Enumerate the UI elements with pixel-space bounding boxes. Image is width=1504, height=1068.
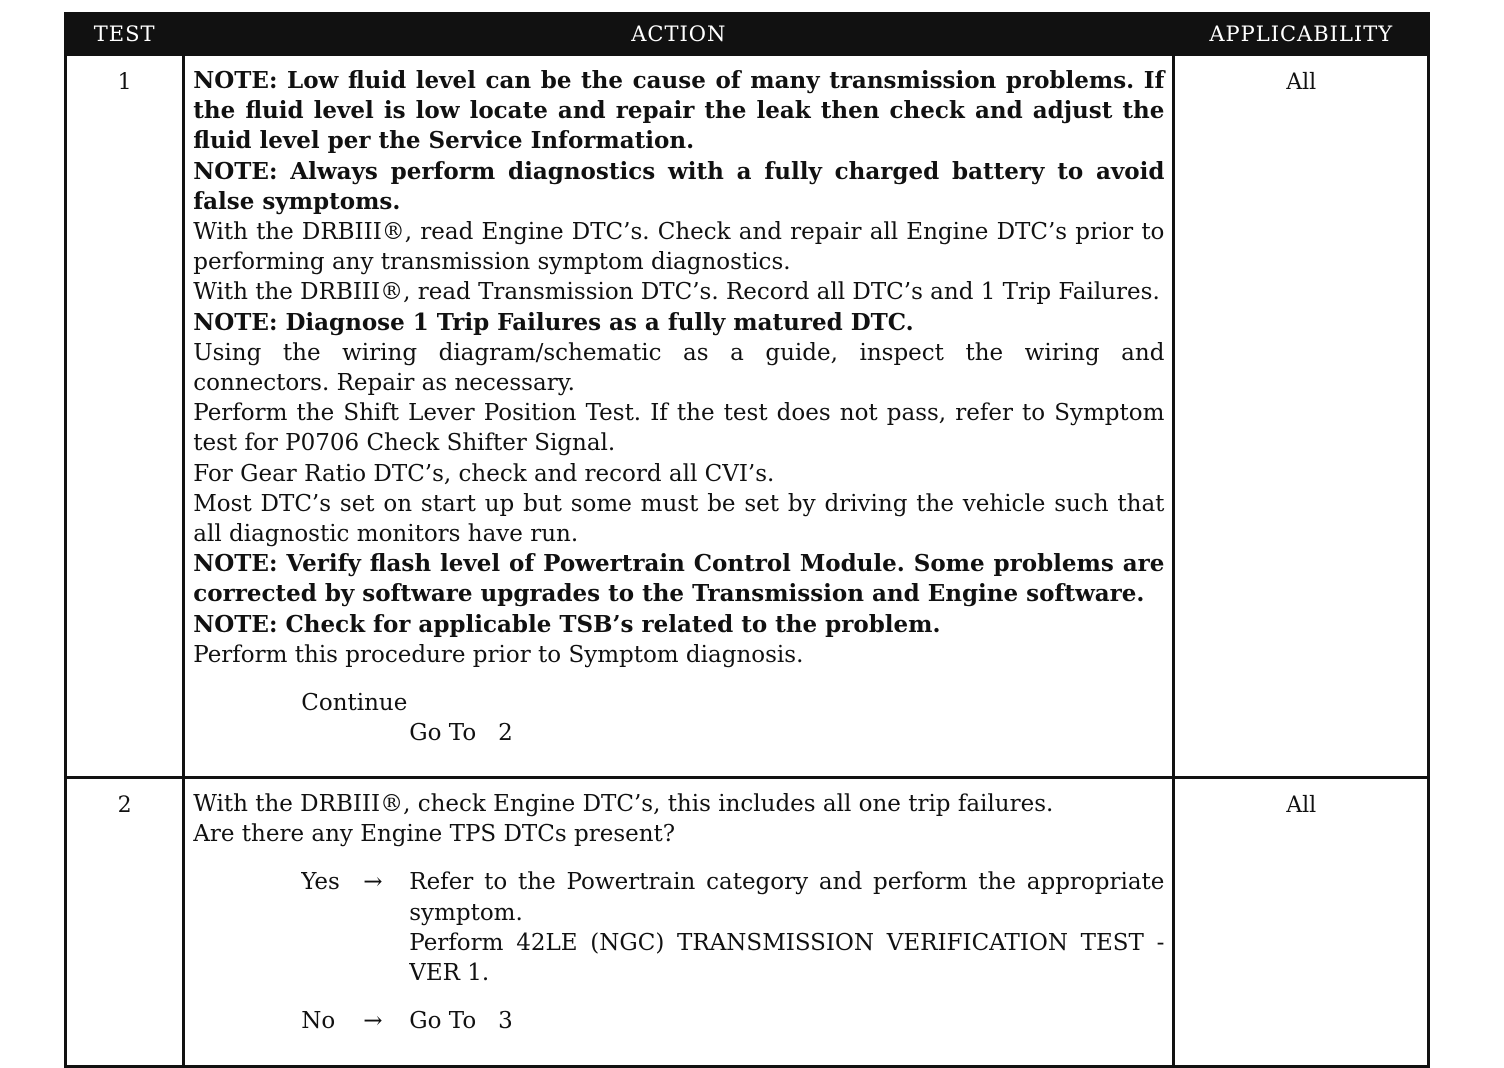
note-line: NOTE: Check for applicable TSB’s related to the problem. bbox=[193, 610, 941, 638]
answer-text: Go To 3 bbox=[409, 1008, 513, 1035]
arrow-right-icon: → bbox=[363, 869, 383, 896]
continue-label: Continue bbox=[301, 690, 408, 717]
action-line: Using the wiring diagram/schematic as a guide, inspect the wiring and connectors. Repair as necessary. bbox=[193, 339, 1165, 397]
note-line: NOTE: Verify flash level of Powertrain Control Module. Some problems are corrected by software upgrades to the Transmission and Engine software. bbox=[193, 550, 1165, 608]
action-cell bbox=[184, 55, 1174, 778]
action-cell bbox=[184, 778, 1174, 1067]
answer-label: No bbox=[301, 1008, 336, 1035]
table-row bbox=[66, 778, 1429, 1067]
goto-step: Go To 2 bbox=[409, 720, 513, 747]
header-row bbox=[66, 14, 1429, 55]
arrow-right-icon: → bbox=[363, 1008, 383, 1035]
action-line: With the DRBIII®, read Engine DTC’s. Check and repair all Engine DTC’s prior to performing any transmission symptom diagnostics. bbox=[193, 219, 1165, 276]
action-line: Most DTC’s set on start up but some must be set by driving the vehicle such that all diagnostic monitors have run. bbox=[193, 490, 1165, 548]
action-line: Perform this procedure prior to Symptom diagnosis. bbox=[193, 641, 804, 668]
answer-no bbox=[193, 1006, 1164, 1036]
answer-line: Perform 42LE (NGC) TRANSMISSION VERIFICATION TEST - VER 1. bbox=[409, 929, 1165, 987]
answer-text bbox=[409, 867, 1164, 988]
action-line: Perform the Shift Lever Position Test. If the test does not pass, refer to Symptom test for P0706 Check Shifter Signal. bbox=[193, 400, 1165, 457]
note-line: NOTE: Diagnose 1 Trip Failures as a fully matured DTC. bbox=[193, 308, 914, 336]
action-line: With the DRBIII®, check Engine DTC’s, this includes all one trip failures. bbox=[193, 791, 1054, 817]
action-line: Are there any Engine TPS DTCs present? bbox=[193, 821, 676, 848]
header-test: TEST bbox=[66, 14, 184, 55]
test-number: 1 bbox=[66, 55, 184, 778]
answer-line: Refer to the Powertrain category and perform the appropriate symptom. bbox=[409, 869, 1165, 926]
action-line: For Gear Ratio DTC’s, check and record all CVI’s. bbox=[193, 460, 775, 487]
diagnostic-table bbox=[64, 12, 1430, 1068]
answer-yes bbox=[193, 867, 1164, 988]
applicability-value: All bbox=[1174, 778, 1429, 1067]
action-line: With the DRBIII®, read Transmission DTC’s. Record all DTC’s and 1 Trip Failures. bbox=[193, 279, 1160, 306]
answer-label: Yes bbox=[301, 869, 340, 896]
test-number: 2 bbox=[66, 778, 184, 1067]
header-applicability: APPLICABILITY bbox=[1174, 14, 1429, 55]
header-action: ACTION bbox=[184, 14, 1174, 55]
table-row bbox=[66, 55, 1429, 778]
note-line: NOTE: Always perform diagnostics with a fully charged battery to avoid false symptoms. bbox=[193, 157, 1165, 215]
applicability-value: All bbox=[1174, 55, 1429, 778]
note-line: NOTE: Low fluid level can be the cause of many transmission problems. If the fluid level is low locate and repair the leak then check and adjust the fluid level per the Service Information. bbox=[193, 67, 1165, 155]
